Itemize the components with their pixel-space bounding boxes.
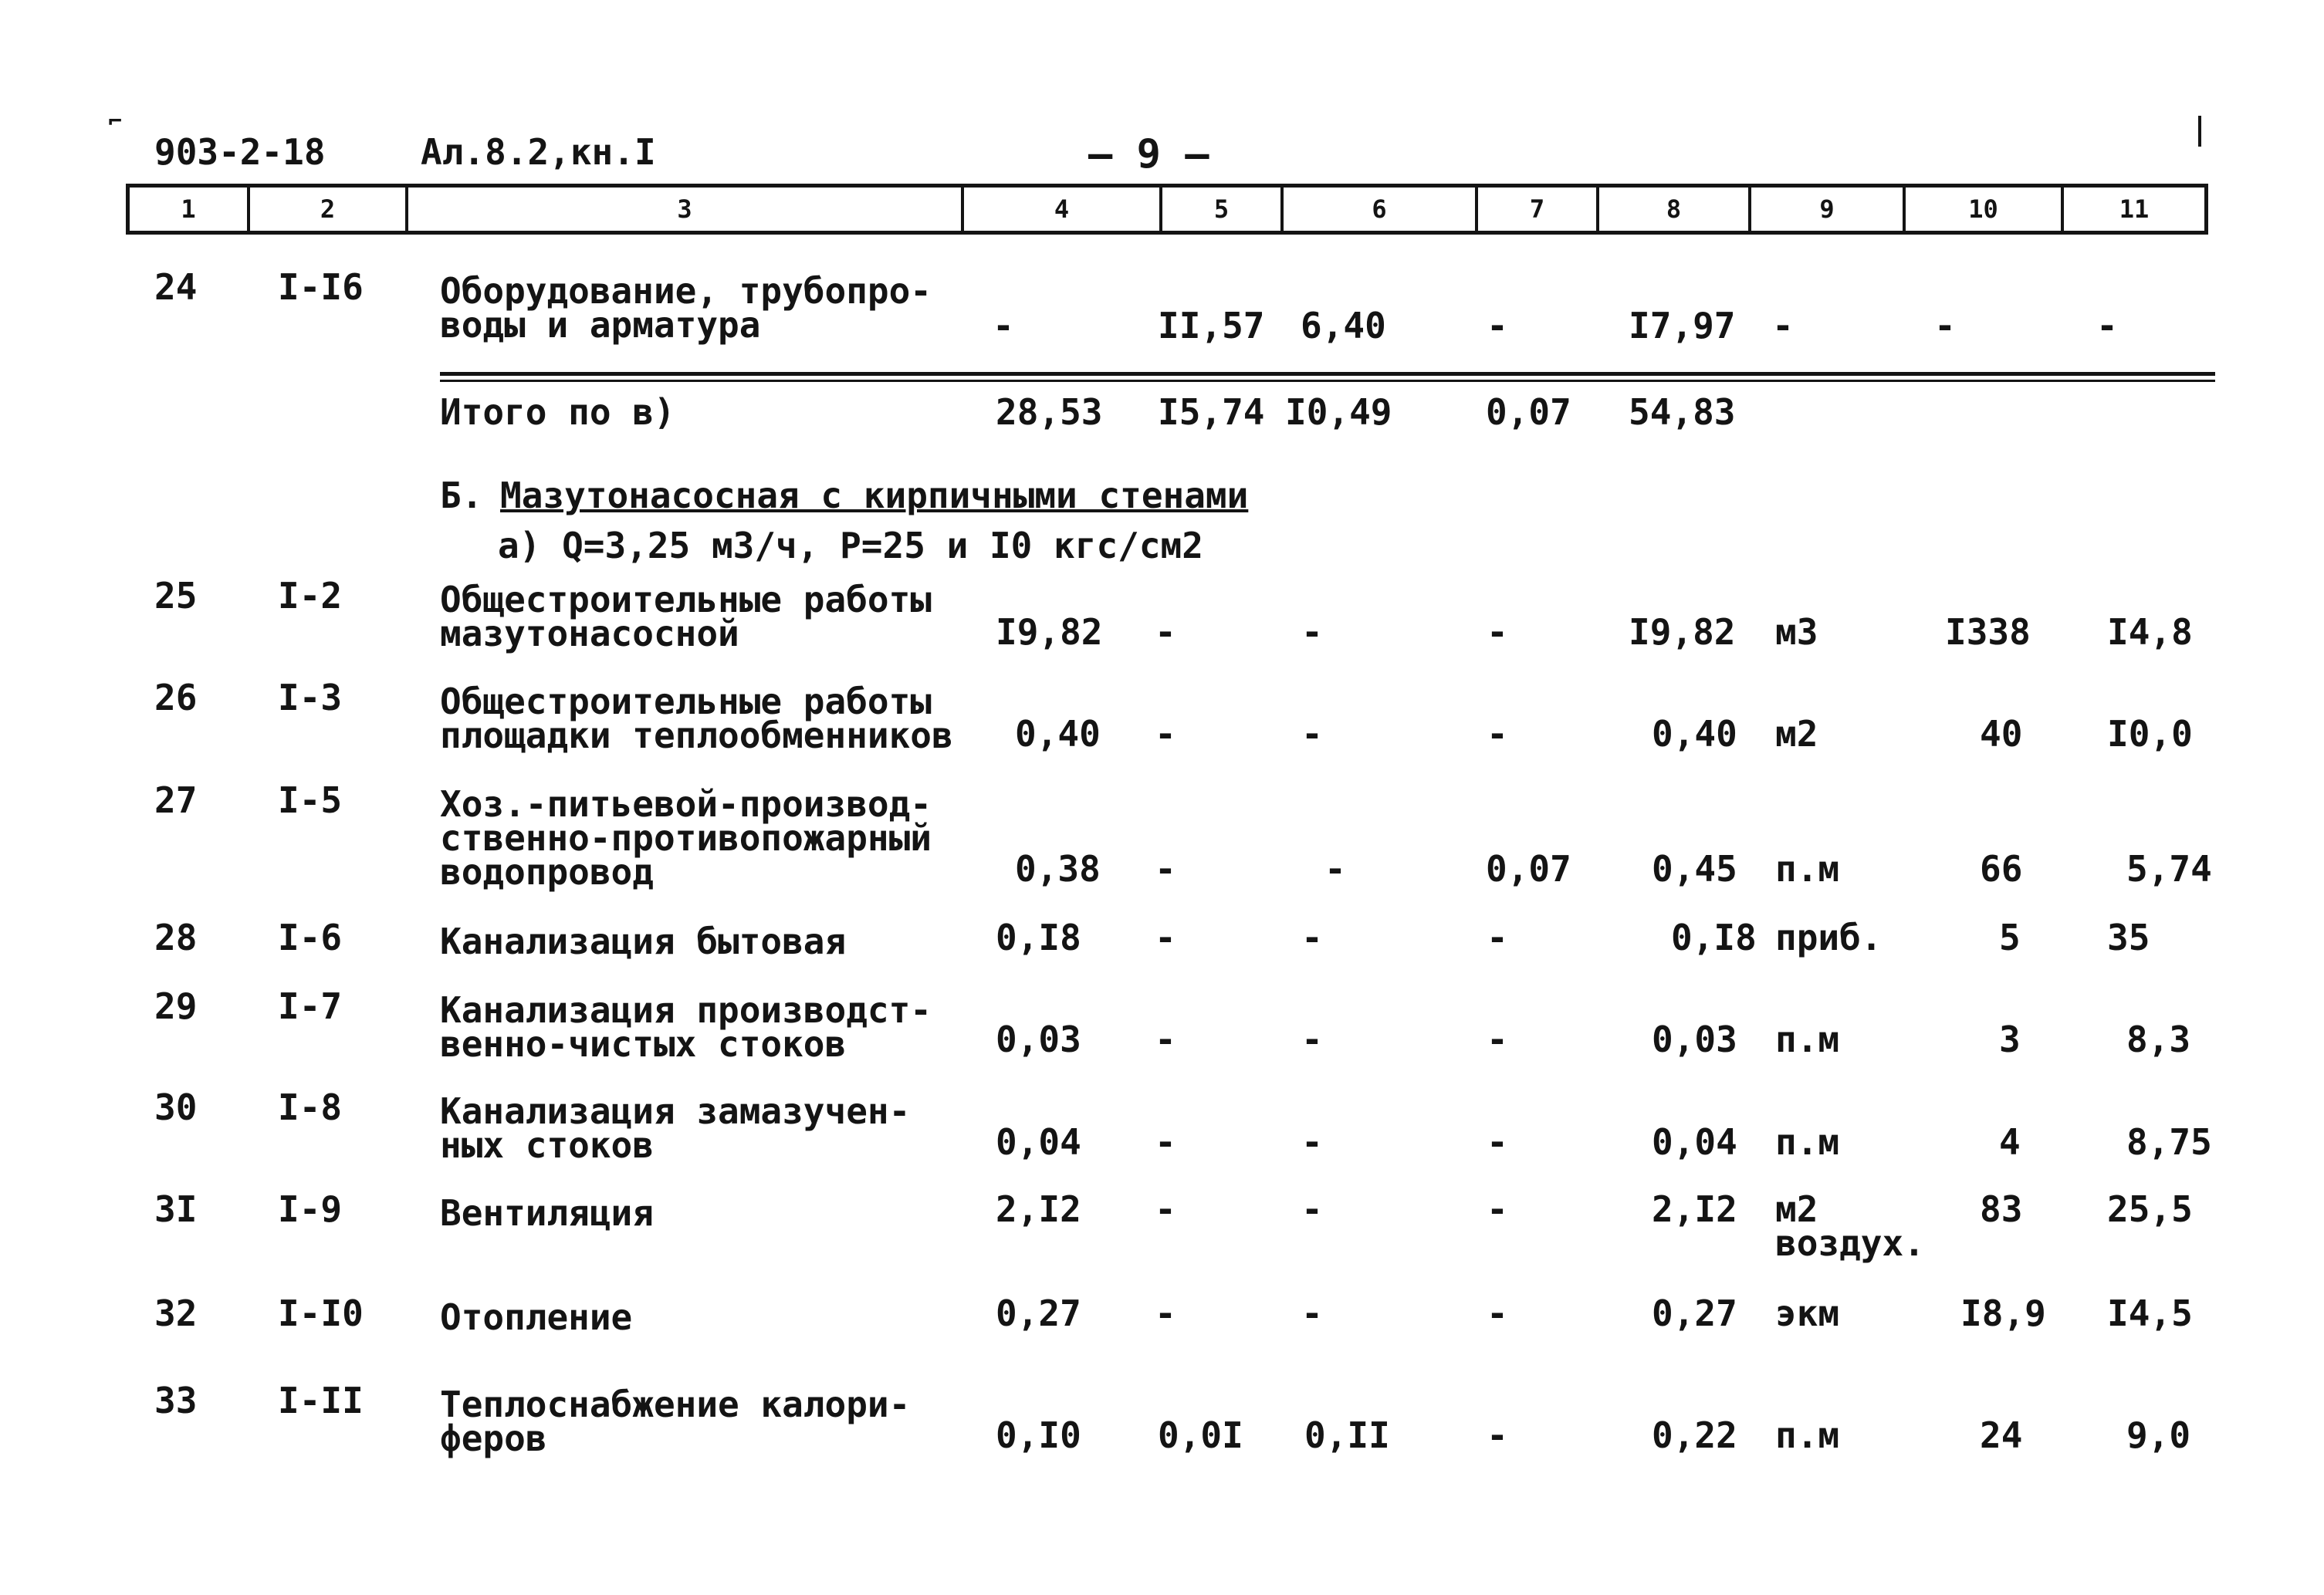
row-code: I-3 (278, 677, 343, 718)
cell-col8: I7,97 (1629, 305, 1736, 346)
row-number: 28 (154, 917, 198, 958)
row-number: 25 (154, 575, 198, 617)
cell-col9: м3 (1775, 611, 1818, 653)
row-number: 26 (154, 677, 198, 718)
cell-col5: - (1155, 1121, 1176, 1163)
cell-col9: м2 воздух. (1775, 1188, 1925, 1264)
cell-col10: 4 (1999, 1121, 2021, 1163)
cell-col9: п.м (1775, 1019, 1840, 1060)
cell-col6: - (1301, 713, 1323, 755)
cell-col8: 0,40 (1652, 713, 1737, 755)
cell-col5: - (1155, 611, 1176, 653)
row-description: Теплоснабжение калори- феров (440, 1384, 911, 1459)
cell-col4: - (993, 305, 1014, 346)
cell-col9: м2 (1775, 713, 1818, 755)
cell-col5: - (1155, 1019, 1176, 1060)
cell-col5: - (1155, 1293, 1176, 1334)
cell-col6: - (1301, 611, 1323, 653)
row-number: 24 (154, 266, 198, 308)
subtotal-col4: 28,53 (996, 391, 1103, 433)
column-header-row (126, 184, 2208, 235)
document-code: 903-2-18 (154, 131, 326, 173)
subtotal-rule-bottom (440, 380, 2215, 382)
cell-col6: 0,II (1304, 1414, 1390, 1456)
row-description: Общестроительные работы мазутонасосной (440, 579, 932, 654)
cell-col11: I4,5 (2107, 1293, 2193, 1334)
cell-col10: 24 (1980, 1414, 2023, 1456)
row-code: I-6 (278, 917, 343, 958)
column-header-11: 11 (2061, 188, 2204, 231)
row-number: 32 (154, 1293, 198, 1334)
page-number: — 9 — (1088, 131, 1209, 177)
row-code: I-2 (278, 575, 343, 617)
row-number: 3I (154, 1188, 198, 1230)
cell-col9: п.м (1775, 1414, 1840, 1456)
row-description: Канализация бытовая (440, 921, 847, 962)
cell-col5: - (1155, 713, 1176, 755)
column-header-5: 5 (1159, 188, 1280, 231)
cell-col10: 40 (1980, 713, 2023, 755)
cell-col6: - (1301, 1293, 1323, 1334)
cell-col8: 0,27 (1652, 1293, 1737, 1334)
cell-col10: 83 (1980, 1188, 2023, 1230)
cell-col7: - (1487, 611, 1508, 653)
cell-col6: - (1324, 848, 1346, 890)
row-number: 27 (154, 779, 198, 821)
row-number: 33 (154, 1380, 198, 1421)
cell-col4: 0,I8 (996, 917, 1081, 958)
cell-col7: - (1487, 305, 1508, 346)
cell-col7: - (1487, 1121, 1508, 1163)
subtotal-rule-top (440, 372, 2215, 376)
row-number: 30 (154, 1086, 198, 1128)
cell-col4: 0,03 (996, 1019, 1081, 1060)
cell-col5: II,57 (1158, 305, 1265, 346)
cell-col11: 25,5 (2107, 1188, 2193, 1230)
cell-col9: - (1772, 305, 1794, 346)
cell-col7: - (1487, 1293, 1508, 1334)
row-code: I-I0 (278, 1293, 364, 1334)
cell-col9: п.м (1775, 848, 1840, 890)
cell-col8: 0,03 (1652, 1019, 1737, 1060)
subtotal-col5: I5,74 (1158, 391, 1265, 433)
corner-mark: ⌐ (108, 108, 123, 135)
row-number: 29 (154, 985, 198, 1027)
cell-col11: I4,8 (2107, 611, 2193, 653)
cell-col8: 0,45 (1652, 848, 1737, 890)
cell-col11: - (2096, 305, 2118, 346)
cell-col5: - (1155, 848, 1176, 890)
cell-col10: I338 (1945, 611, 2031, 653)
cell-col8: 0,22 (1652, 1414, 1737, 1456)
cell-col5: - (1155, 1188, 1176, 1230)
subtotal-label: Итого по в) (440, 391, 675, 433)
cell-col8: I9,82 (1629, 611, 1736, 653)
subtotal-col6: I0,49 (1285, 391, 1392, 433)
cell-col11: 5,74 (2126, 848, 2212, 890)
column-header-7: 7 (1475, 188, 1596, 231)
cell-col8: 0,04 (1652, 1121, 1737, 1163)
column-header-9: 9 (1748, 188, 1903, 231)
column-header-8: 8 (1596, 188, 1748, 231)
row-description: Канализация замазучен- ных стоков (440, 1090, 911, 1166)
cell-col4: 0,38 (1015, 848, 1101, 890)
row-description: Оборудование, трубопро- воды и арматура (440, 270, 932, 346)
row-description: Хоз.-питьевой-производ- ственно-противопожарный водопровод (440, 783, 932, 893)
column-header-10: 10 (1903, 188, 2061, 231)
cell-col6: - (1301, 1019, 1323, 1060)
cell-col11: 35 (2107, 917, 2150, 958)
cell-col10: - (1934, 305, 1956, 346)
cell-col11: I0,0 (2107, 713, 2193, 755)
cell-col6: 6,40 (1301, 305, 1386, 346)
column-header-2: 2 (247, 188, 405, 231)
cell-col4: 0,40 (1015, 713, 1101, 755)
cell-col4: 2,I2 (996, 1188, 1081, 1230)
cell-col5: - (1155, 917, 1176, 958)
cell-col7: - (1487, 1414, 1508, 1456)
cell-col4: 0,04 (996, 1121, 1081, 1163)
cell-col6: - (1301, 1121, 1323, 1163)
cell-col10: 66 (1980, 848, 2023, 890)
cell-col8: 2,I2 (1652, 1188, 1737, 1230)
row-code: I-I6 (278, 266, 364, 308)
section-subtitle: а) Q=3,25 м3/ч, P=25 и I0 кгс/см2 (498, 525, 1203, 566)
subtotal-col8: 54,83 (1629, 391, 1736, 433)
cell-col10: 5 (1999, 917, 2021, 958)
cell-col10: 3 (1999, 1019, 2021, 1060)
column-header-6: 6 (1280, 188, 1475, 231)
cell-col7: 0,07 (1486, 848, 1571, 890)
cell-col10: I8,9 (1960, 1293, 2046, 1334)
row-code: I-5 (278, 779, 343, 821)
cell-col6: - (1301, 1188, 1323, 1230)
cell-col4: 0,27 (996, 1293, 1081, 1334)
cell-col7: - (1487, 713, 1508, 755)
cell-col11: 9,0 (2126, 1414, 2191, 1456)
subtotal-col7: 0,07 (1486, 391, 1571, 433)
cell-col8: 0,I8 (1671, 917, 1757, 958)
album-reference: Ал.8.2,кн.I (421, 131, 656, 173)
cell-col5: 0,0I (1158, 1414, 1243, 1456)
row-description: Общестроительные работы площадки теплообменников (440, 681, 953, 756)
cell-col7: - (1487, 1188, 1508, 1230)
cell-col9: приб. (1775, 917, 1883, 958)
cell-col6: - (1301, 917, 1323, 958)
cell-col4: 0,I0 (996, 1414, 1081, 1456)
row-description: Канализация производст- венно-чистых стоков (440, 989, 932, 1065)
row-code: I-7 (278, 985, 343, 1027)
cell-col4: I9,82 (996, 611, 1103, 653)
row-code: I-9 (278, 1188, 343, 1230)
column-header-4: 4 (961, 188, 1159, 231)
cell-col11: 8,3 (2126, 1019, 2191, 1060)
cell-col9: п.м (1775, 1121, 1840, 1163)
margin-tick (2198, 116, 2201, 147)
row-code: I-II (278, 1380, 364, 1421)
row-code: I-8 (278, 1086, 343, 1128)
section-prefix: Б. (440, 475, 483, 516)
column-header-1: 1 (181, 194, 196, 224)
row-description: Отопление (440, 1296, 633, 1338)
column-header-3: 3 (405, 188, 961, 231)
cell-col11: 8,75 (2126, 1121, 2212, 1163)
cell-col7: - (1487, 1019, 1508, 1060)
row-description: Вентиляция (440, 1192, 654, 1234)
cell-col7: - (1487, 917, 1508, 958)
cell-col9: экм (1775, 1293, 1840, 1334)
section-title: Мазутонасосная с кирпичными стенами (500, 475, 1249, 516)
